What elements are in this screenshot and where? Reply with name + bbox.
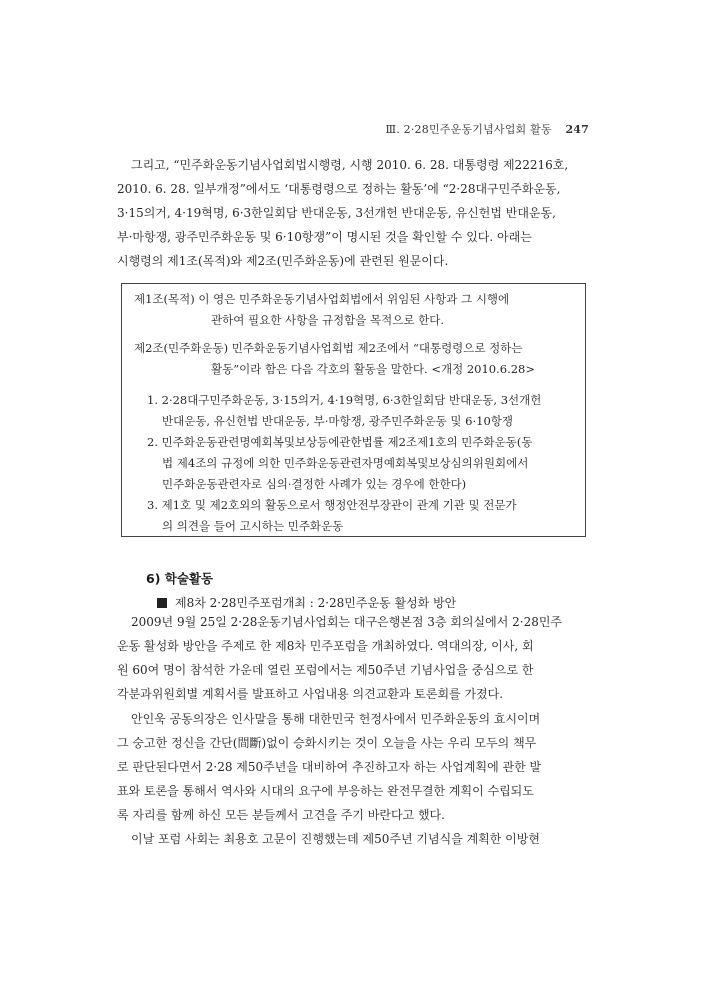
item-line: 3. 제1호 및 제2호외의 활동으로서 행정안전부장관이 관계 기관 및 전문가 [147,498,517,512]
item-line: 2. 민주화운동관련명예회복및보상등에관한법률 제2조제1호의 민주화운동(동 [147,435,533,449]
section-title: 6) 학술활동 [146,571,214,586]
item-line: 민주화운동관련자로 심의·결정한 사례가 있는 경우에 한한다) [162,477,467,491]
item-line: 1. 2·28대구민주화운동, 3·15의거, 4·19혁명, 6·3한일회담 반대운동, 3선개헌 [147,393,542,407]
body-line: 표와 토론을 통해서 역사와 시대의 요구에 부응하는 완전무결한 계획이 수립되도 [117,784,534,798]
subheading-text: 제8차 2·28민주포럼개최 : 2·28민주운동 활성화 방안 [175,596,457,610]
body-line: 그 숭고한 정신을 간단(間斷)없이 승화시키는 것이 오늘을 사는 우리 모두의 책무 [117,736,537,750]
body-line: 원 60여 명이 참석한 가운데 열린 포럼에서는 제50주년 기념사업을 중심으로 한 [117,663,534,677]
article2-line: 활동”이라 함은 다음 각호의 활동을 말한다. <개정 2010.6.28> [211,362,535,376]
body-line: 2009년 9월 25일 2·28운동기념사업회는 대구은행본점 3층 회의실에서 2·28민주 [131,615,563,629]
body-paragraph-3 [117,827,589,851]
intro-line: 3·15의거, 4·19혁명, 6·3한일회담 반대운동, 3선개헌 반대운동, 유신헌법 반대운동, [117,206,556,220]
article1-line: 제1조(목적) 이 영은 민주화운동기념사업회법에서 위임된 사항과 그 시행에 [134,292,510,306]
article1-line: 관하여 필요한 사항을 규정함을 목적으로 한다. [211,313,445,327]
body-line: 각분과위원회별 계획서를 발표하고 사업내용 의견교환과 토론회를 가졌다. [117,687,504,701]
item-line: 의 의견을 들어 고시하는 민주화운동 [162,519,344,533]
square-bullet-icon [157,598,167,608]
page-number: 247 [565,123,589,136]
body-line: 이날 포럼 사회는 최용호 고문이 진행했는데 제50주년 기념식을 계획한 이방현 [131,832,540,846]
body-line: 록 자리를 함께 하신 모든 분들께서 고견을 주기 바란다고 했다. [117,808,445,822]
intro-line: 시행령의 제1조(목적)와 제2조(민주화운동)에 관련된 원문이다. [117,254,449,268]
intro-line: 그리고, “민주화운동기념사업회법시행령, 시행 2010. 6. 28. 대통령령 제22216호, [131,158,569,172]
intro-line: 2010. 6. 28. 일부개정”에서도 ‘대통령령으로 정하는 활동’에 “2·28대구민주화운동, [117,182,561,196]
decree-quote-box [121,283,586,537]
subheading [157,594,456,611]
body-paragraph-2 [117,707,589,827]
body-paragraph-1 [117,610,589,706]
running-header [385,121,589,137]
article2-line: 제2조(민주화운동) 민주화운동기념사업회법 제2조에서 “대통령령으로 정하는 [134,341,523,355]
body-line: 로 판단된다면서 2·28 제50주년을 대비하여 추진하고자 하는 사업계획에 관한 발 [117,760,542,774]
item-line: 법 제4조의 규정에 의한 민주화운동관련자명예회복및보상심의위원회에서 [162,456,529,470]
intro-line: 부·마항쟁, 광주민주화운동 및 6·10항쟁”이 명시된 것을 확인할 수 있다. 아래는 [117,230,532,244]
running-title: Ⅲ. 2·28민주운동기념사업회 활동 [385,123,552,136]
body-line: 운동 활성화 방안을 주제로 한 제8차 민주포럼을 개최하였다. 역대의장, 이사, 회 [117,639,534,653]
item-line: 반대운동, 유신헌법 반대운동, 부·마항쟁, 광주민주화운동 및 6·10항쟁 [162,414,513,428]
intro-paragraph [117,153,589,273]
body-line: 안인욱 공동의장은 인사말을 통해 대한민국 헌정사에서 민주화운동의 효시이며 [131,712,541,726]
